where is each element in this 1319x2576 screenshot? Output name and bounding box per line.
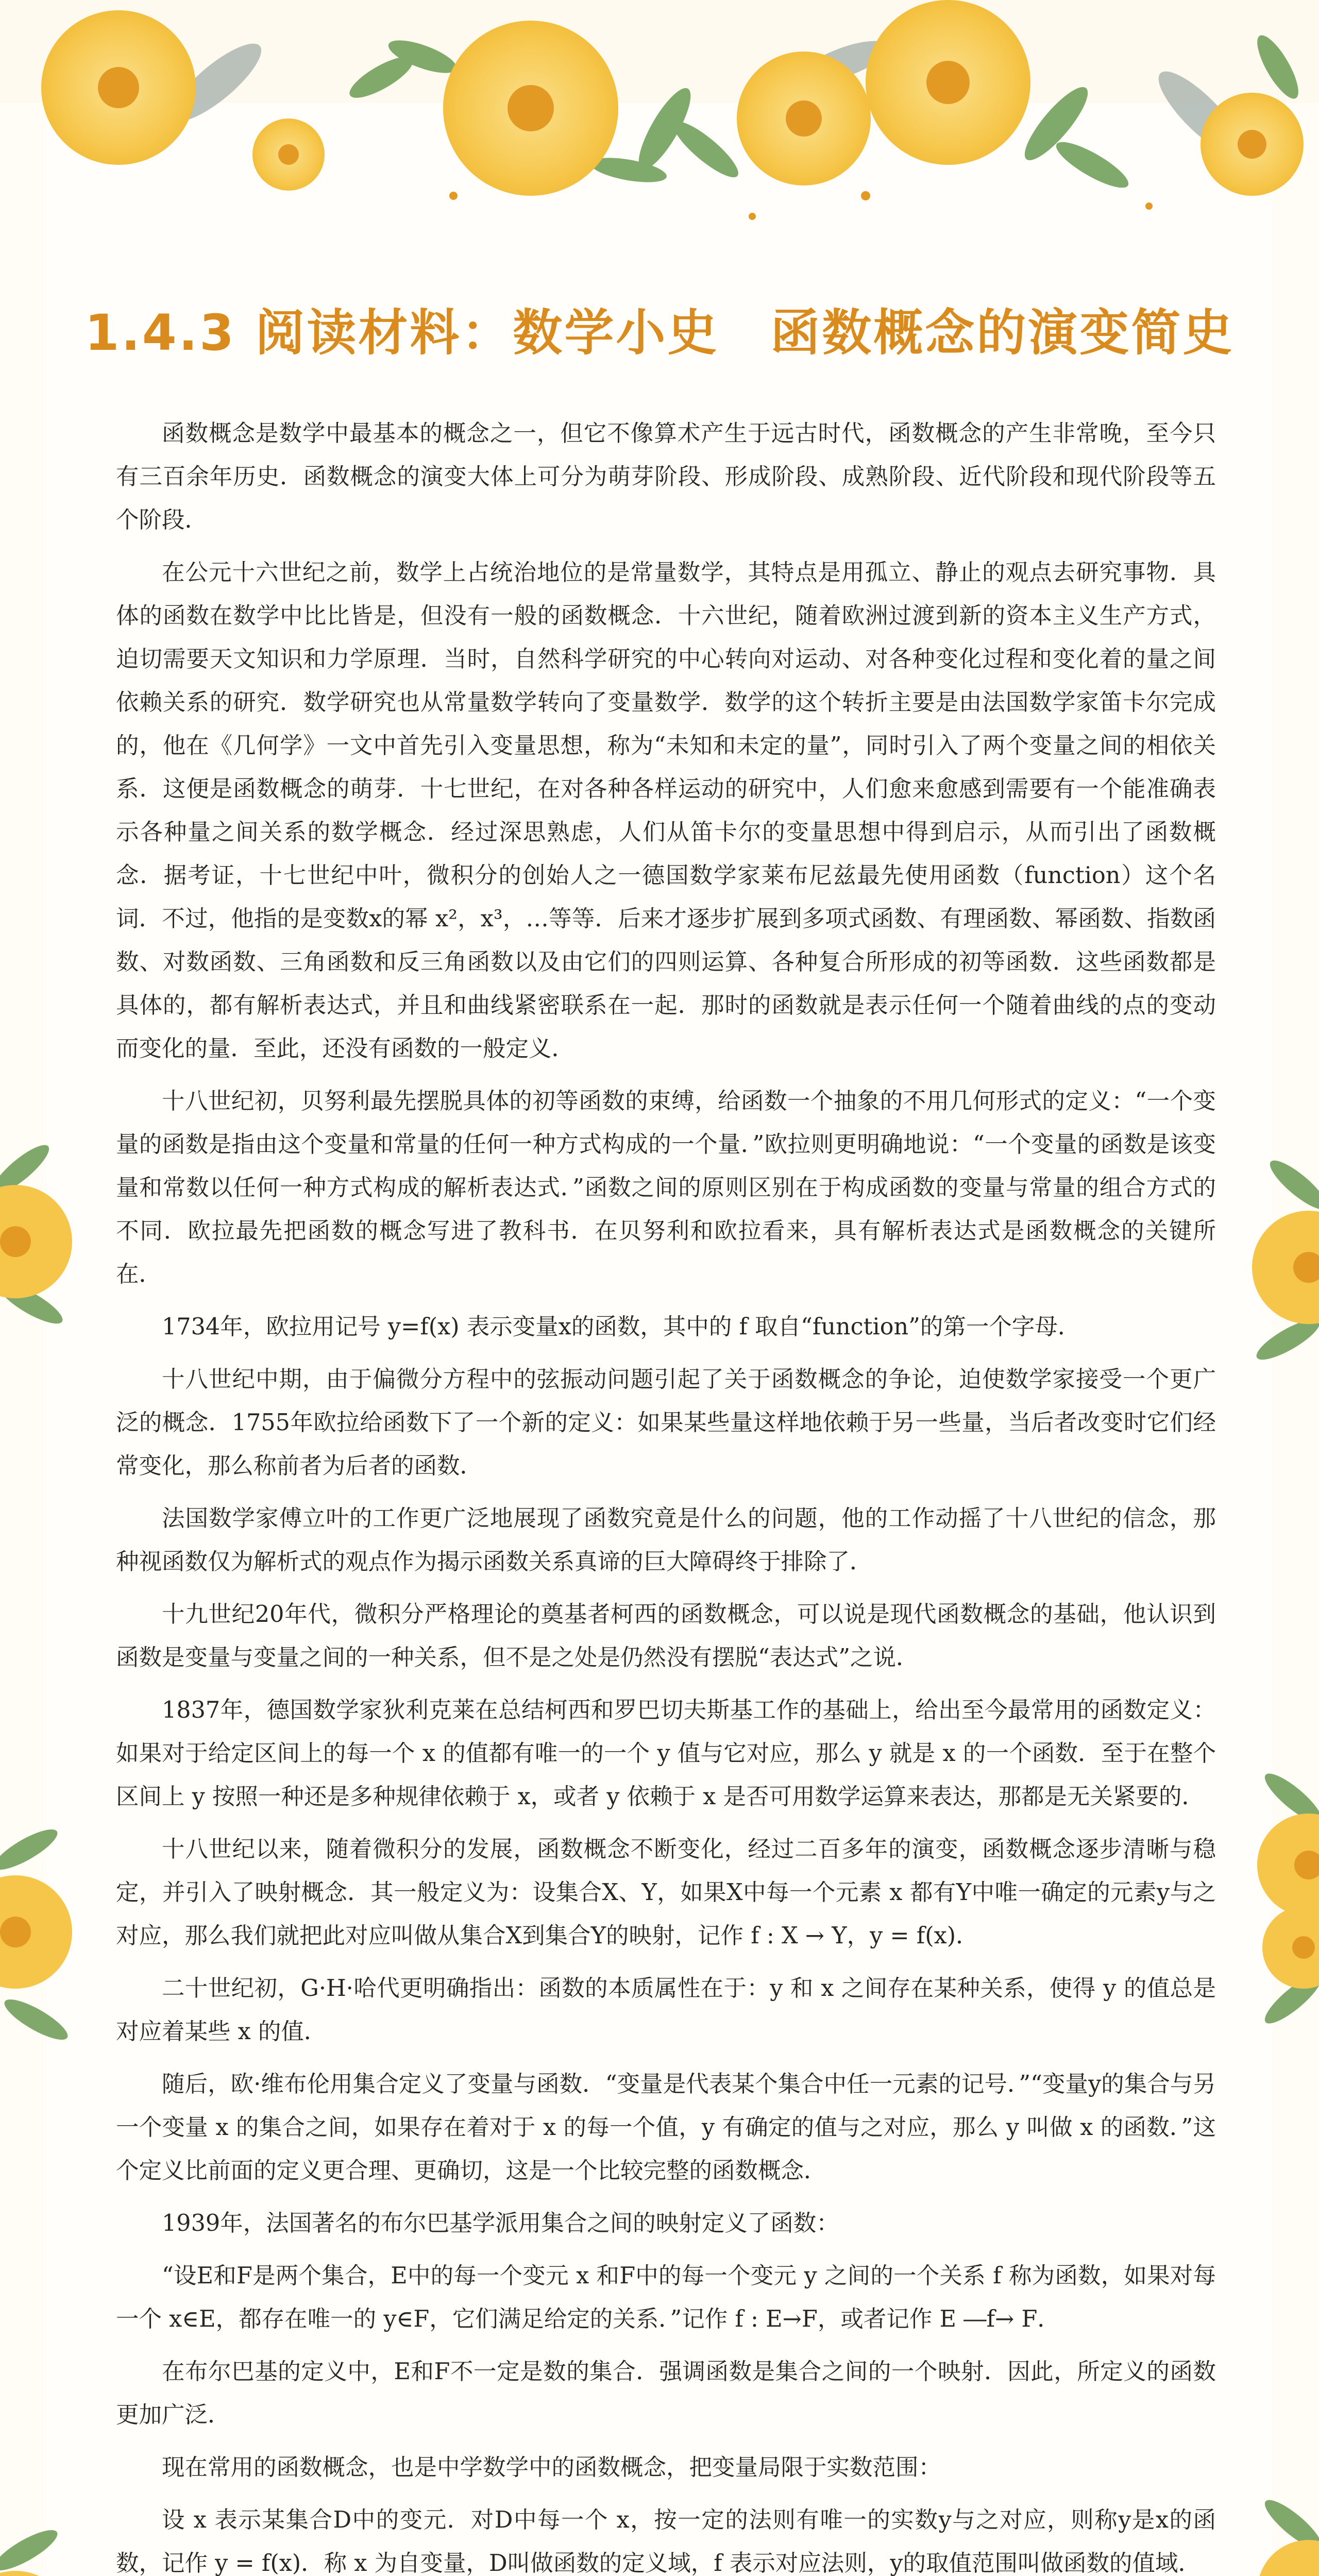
paragraph: 1734年，欧拉用记号 y=f(x) 表示变量x的函数，其中的 f 取自“function”的第一个字母．: [162, 1314, 1081, 1340]
top-floral-border: [0, 0, 1319, 268]
paragraph: 十八世纪初，贝努利最先摆脱具体的初等函数的束缚，给函数一个抽象的不用几何形式的定义：“一个变量的函数是指由这个变量和常量的任何一种方式构成的一个量．”欧拉则更明确地说：“一个变量的函数是该变量和常数以任何一种方式构成的解析表达式．”函数之间的原则区别在于构成函数的变量与常量的组合方式的不同．欧拉最先把函数的概念写进了教科书．在贝努利和欧拉看来，具有解析表达式是函数概念的关键所在．: [116, 1088, 1216, 1287]
paragraph: “设E和F是两个集合，E中的每一个变元 x 和F中的每一个变元 y 之间的一个关系 f 称为函数，如果对每一个 x∈E，都存在唯一的 y∈F，它们满足给定的关系．”记作 f : E→F，或者记作 E ―f→ F．: [116, 2263, 1216, 2332]
left-side-flower: [0, 2499, 103, 2576]
paragraph: 十八世纪以来，随着微积分的发展，函数概念不断变化，经过二百多年的演变，函数概念逐步清晰与稳定，并引入了映射概念．其一般定义为：设集合X、Y，如果X中每一个元素 x 都有Y中唯一确定的元素y与之对应，那么我们就把此对应叫做从集合X到集合Y的映射，记作 f : X → Y，y = f(x)．: [116, 1836, 1216, 1949]
paragraph: 现在常用的函数概念，也是中学数学中的函数概念，把变量局限于实数范围：: [162, 2454, 942, 2481]
paragraph: 在公元十六世纪之前，数学上占统治地位的是常量数学，其特点是用孤立、静止的观点去研究事物．具体的函数在数学中比比皆是，但没有一般的函数概念．十六世纪，随着欧洲过渡到新的资本主义生产方式，迫切需要天文知识和力学原理．当时，自然科学研究的中心转向对运动、对各种变化过程和变化着的量之间依赖关系的研究．数学研究也从常量数学转向了变量数学．数学的这个转折主要是由法国数学家笛卡尔完成的，他在《几何学》一文中首先引入变量思想，称为“未知和未定的量”，同时引入了两个变量之间的相依关系．这便是函数概念的萌芽．十七世纪，在对各种各样运动的研究中，人们愈来愈感到需要有一个能准确表示各种量之间关系的数学概念．经过深思熟虑，人们从笛卡尔的变量思想中得到启示，从而引出了函数概念．据考证，十七世纪中叶，微积分的创始人之一德国数学家莱布尼兹最先使用函数（function）这个名词．不过，他指的是变数x的幂 x²，x³，…等等．后来才逐步扩展到多项式函数、有理函数、幂函数、指数函数、对数函数、三角函数和反三角函数以及由它们的四则运算、各种复合所形成的初等函数．这些函数都是具体的，都有解析表达式，并且和曲线紧密联系在一起．那时的函数就是表示任何一个随着曲线的点的变动而变化的量．至此，还没有函数的一般定义．: [116, 560, 1216, 1062]
right-side-flower: [1226, 1133, 1319, 1391]
paragraph: 函数概念是数学中最基本的概念之一，但它不像算术产生于远古时代，函数概念的产生非常晚，至今只有三百余年历史．函数概念的演变大体上可分为萌芽阶段、形成阶段、成熟阶段、近代阶段和现代阶段等五个阶段．: [116, 420, 1216, 533]
paragraph: 二十世纪初，G·H·哈代更明确指出：函数的本质属性在于：y 和 x 之间存在某种关系，使得 y 的值总是对应着某些 x 的值．: [116, 1975, 1216, 2045]
paragraph: 设 x 表示某集合D中的变元．对D中每一个 x，按一定的法则有唯一的实数y与之对应，则称y是x的函数，记作 y = f(x)．称 x 为自变量，D叫做函数的定义域，f 表示对应法则，y的取值范围叫做函数的值域．: [116, 2507, 1216, 2576]
right-side-flower: [1226, 2473, 1319, 2576]
paragraph: 十八世纪中期，由于偏微分方程中的弦振动问题引起了关于函数概念的争论，迫使数学家接受一个更广泛的概念．1755年欧拉给函数下了一个新的定义：如果某些量这样地依赖于另一些量，当后者改变时它们经常变化，那么称前者为后者的函数．: [116, 1366, 1216, 1479]
paragraph: 十九世纪20年代，微积分严格理论的奠基者柯西的函数概念，可以说是现代函数概念的基础，他认识到函数是变量与变量之间的一种关系，但不是之处是仍然没有摆脱“表达式”之说．: [116, 1601, 1216, 1671]
paragraph: 1939年，法国著名的布尔巴基学派用集合之间的映射定义了函数：: [162, 2210, 839, 2236]
paragraph: 随后，欧·维布伦用集合定义了变量与函数．“变量是代表某个集合中任一元素的记号．”“变量y的集合与另一个变量 x 的集合之间，如果存在着对于 x 的每一个值，y 有确定的值与之对应，那么 y 叫做 x 的函数．”这个定义比前面的定义更合理、更确切，这是一个比较完整的函数概念．: [116, 2071, 1216, 2184]
paragraph: 1837年，德国数学家狄利克莱在总结柯西和罗巴切夫斯基工作的基础上，给出至今最常用的函数定义：如果对于给定区间上的每一个 x 的值都有唯一的一个 y 值与它对应，那么 y 就是 x 的一个函数．至于在整个区间上 y 按照一种还是多种规律依赖于 x，或者 y 依赖于 x 是否可用数学运算来表达，那都是无关紧要的．: [116, 1697, 1216, 1810]
left-side-flower: [0, 1803, 103, 2061]
paragraph: 在布尔巴基的定义中，E和F不一定是数的集合．强调函数是集合之间的一个映射．因此，所定义的函数更加广泛．: [116, 2359, 1216, 2428]
paragraph: 法国数学家傅立叶的工作更广泛地展现了函数究竟是什么的问题，他的工作动摇了十八世纪的信念，那种视函数仅为解析式的观点作为揭示函数关系真谛的巨大障碍终于排除了．: [116, 1505, 1216, 1575]
right-side-flower: [1226, 1752, 1319, 2061]
left-side-flower: [0, 1108, 103, 1365]
page-title: 1.4.3 阅读材料：数学小史 函数概念的演变简史: [84, 304, 1235, 362]
article-body: [116, 412, 1216, 2576]
